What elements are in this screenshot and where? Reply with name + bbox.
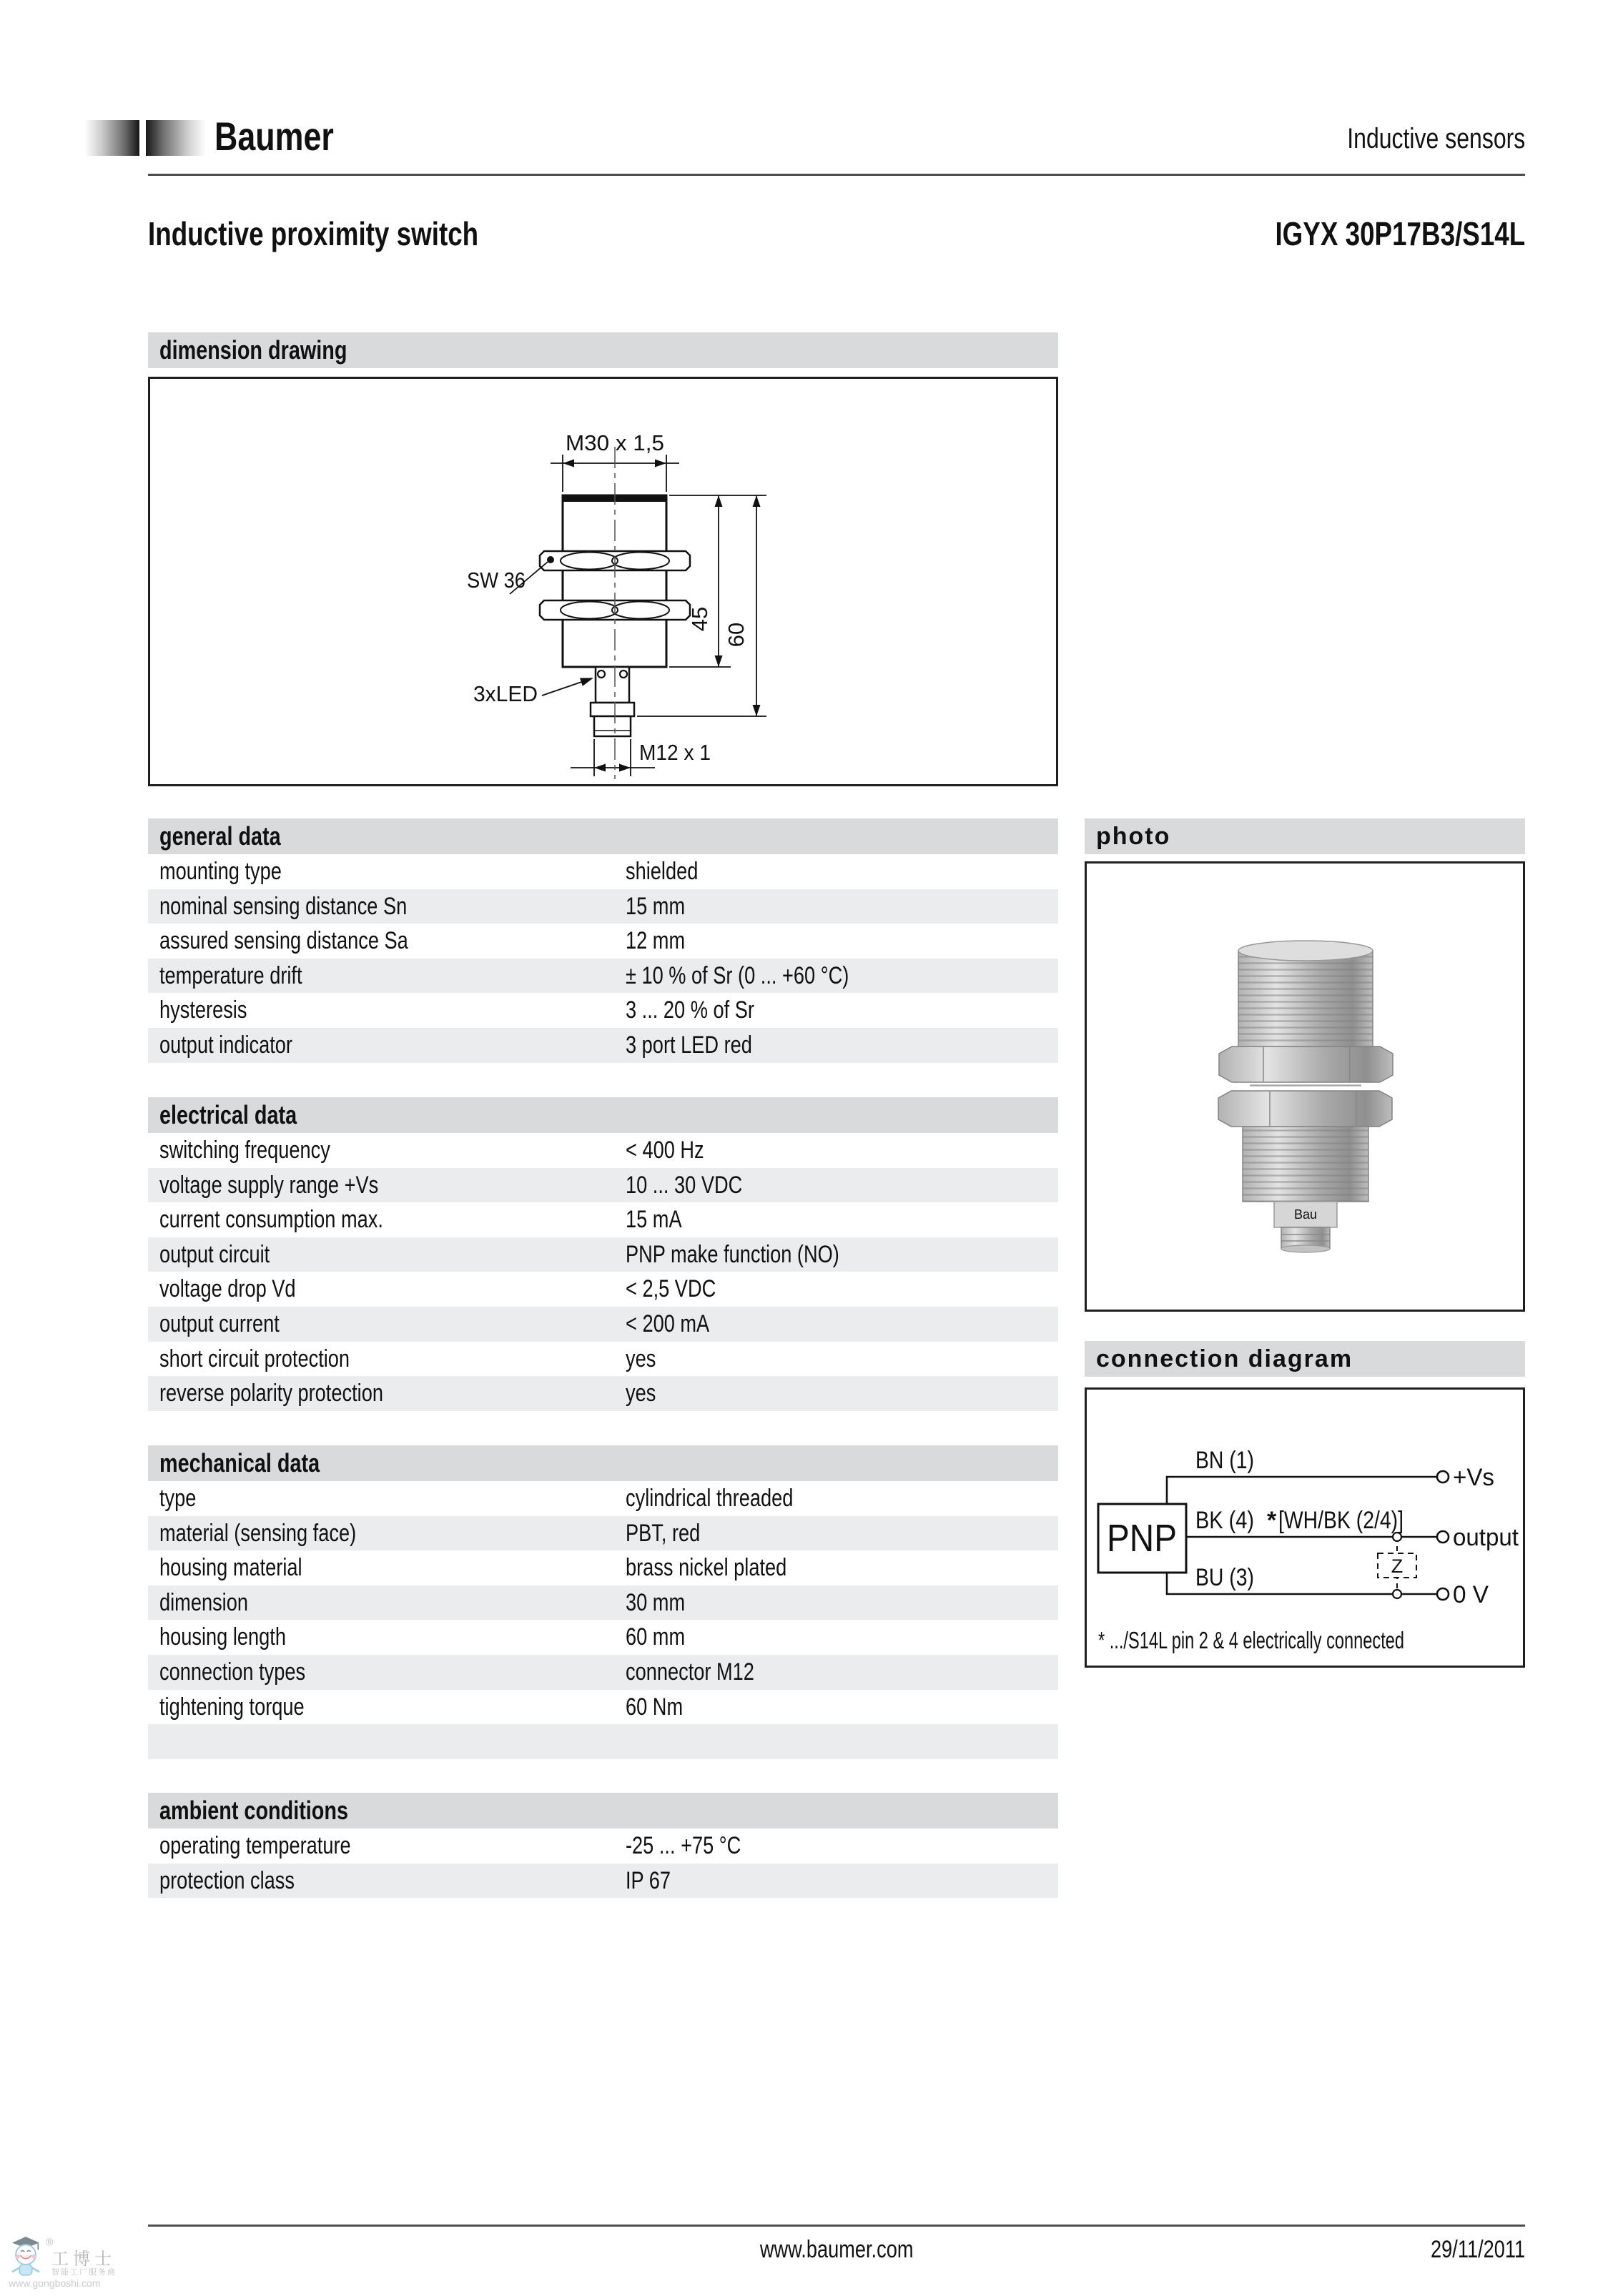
table-row: protection class IP 67	[148, 1864, 1058, 1899]
table-row: dimension 30 mm	[148, 1585, 1058, 1620]
terminal-label-output: output	[1453, 1524, 1519, 1551]
table-row: tightening torque 60 Nm	[159, 1693, 684, 1721]
terminal-vs	[1437, 1471, 1449, 1483]
mechanical-data-table	[148, 1445, 1058, 1759]
wire-note-marker: *	[1267, 1507, 1277, 1534]
connection-diagram	[1087, 1390, 1523, 1666]
dimension-drawing-box	[148, 377, 1058, 786]
section-bar-mechanical-data: mechanical data	[148, 1445, 1058, 1481]
dimension-drawing	[150, 379, 1056, 784]
label-sw36: SW 36	[467, 568, 526, 593]
dim-label-45: 45	[687, 606, 712, 632]
terminal-output	[1437, 1531, 1449, 1543]
table-row: output circuit PNP make function (NO)	[148, 1237, 1058, 1272]
table-row: current consumption max. 15 mA	[159, 1206, 682, 1234]
watermark-mascot-icon	[7, 2233, 44, 2277]
table-row: reverse polarity protection yes	[148, 1376, 1058, 1411]
product-photo	[1087, 864, 1523, 1310]
section-bar-electrical-data: electrical data	[148, 1097, 1058, 1133]
table-row: assured sensing distance Sa 12 mm	[159, 927, 686, 955]
section-bar-ambient-conditions: ambient conditions	[148, 1793, 1058, 1829]
table-row: type cylindrical threaded	[159, 1485, 794, 1512]
node-0v	[1393, 1590, 1401, 1598]
dim-label-m12: M12 x 1	[639, 740, 711, 765]
led-indicator-left	[598, 671, 605, 678]
wire-label-bu: BU (3)	[1195, 1564, 1254, 1591]
section-bar-general-data: general data	[148, 818, 1058, 854]
wire-bn	[1167, 1477, 1437, 1504]
watermark-url: www.gongboshi.com	[9, 2277, 101, 2289]
pnp-label: PNP	[1107, 1517, 1177, 1560]
table-row: short circuit protection yes	[159, 1345, 656, 1372]
table-row: output indicator 3 port LED red	[148, 1028, 1058, 1063]
label-3xled: 3xLED	[473, 681, 538, 706]
table-row: switching frequency < 400 Hz	[159, 1137, 704, 1164]
connection-footnote: * .../S14L pin 2 & 4 electrically connected	[1098, 1627, 1404, 1653]
connector-collar	[591, 703, 634, 716]
watermark-registered-mark: ®	[46, 2236, 54, 2247]
header-rule	[148, 174, 1525, 176]
watermark-slogan: 智能工厂服务商	[51, 2268, 117, 2277]
connection-diagram-box	[1085, 1387, 1525, 1668]
terminal-label-0v: 0 V	[1453, 1581, 1489, 1608]
table-row: housing material brass nickel plated	[159, 1554, 787, 1582]
terminal-0v	[1437, 1588, 1449, 1600]
table-row-empty	[148, 1724, 1058, 1759]
connector-tip	[594, 716, 631, 736]
wire-label-bn: BN (1)	[1195, 1447, 1254, 1474]
table-row: connection types connector M12	[148, 1655, 1058, 1690]
dim-45	[669, 495, 766, 667]
watermark-name: 工 博 士	[51, 2250, 112, 2269]
footer-rule	[148, 2225, 1525, 2227]
wire-note-bk: [WH/BK (2/4)]	[1278, 1507, 1404, 1534]
logo-gradient-bar-right	[146, 120, 206, 156]
footer-website: www.baumer.com	[759, 2236, 914, 2263]
table-row: housing length 60 mm	[159, 1623, 686, 1651]
dim-label-60: 60	[724, 622, 749, 648]
table-row: material (sensing face) PBT, red	[148, 1516, 1058, 1551]
brand-name: Baumer	[214, 114, 334, 159]
table-row: nominal sensing distance Sn 15 mm	[148, 889, 1058, 924]
table-row: hysteresis 3 ... 20 % of Sr	[159, 996, 754, 1024]
photo-box	[1085, 861, 1525, 1312]
terminal-label-vs: +Vs	[1453, 1464, 1494, 1491]
section-bar-connection-diagram: connection diagram	[1085, 1341, 1525, 1377]
section-bar-dimension-drawing: dimension drawing	[148, 332, 1058, 368]
table-row: operating temperature -25 ... +75 °C	[159, 1832, 741, 1859]
section-bar-photo: photo	[1085, 818, 1525, 854]
table-row: voltage drop Vd < 2,5 VDC	[159, 1275, 716, 1303]
footer-date: 29/11/2011	[1430, 2236, 1525, 2263]
dim-label-m30: M30 x 1,5	[566, 430, 664, 455]
header-category: Inductive sensors	[1346, 123, 1525, 154]
baumer-logo	[84, 120, 206, 156]
ambient-conditions-table	[148, 1793, 1058, 1898]
table-row: temperature drift ± 10 % of Sr (0 ... +60 °C)	[148, 959, 1058, 994]
product-model: IGYX 30P17B3/S14L	[1275, 215, 1525, 252]
wire-label-bk: BK (4)	[1195, 1507, 1254, 1534]
electrical-data-table	[148, 1097, 1058, 1411]
page-title: Inductive proximity switch	[148, 215, 479, 252]
table-row: mounting type shielded	[159, 858, 699, 885]
device-print-label: Bau	[1293, 1207, 1318, 1222]
table-row: output current < 200 mA	[148, 1307, 1058, 1342]
led-indicator-right	[620, 671, 627, 678]
logo-gradient-bar-left	[84, 120, 139, 156]
general-data-table	[148, 818, 1058, 1063]
logo-divider-bar	[139, 120, 146, 156]
z-label: Z	[1391, 1555, 1404, 1577]
table-row: voltage supply range +Vs 10 ... 30 VDC	[148, 1168, 1058, 1203]
